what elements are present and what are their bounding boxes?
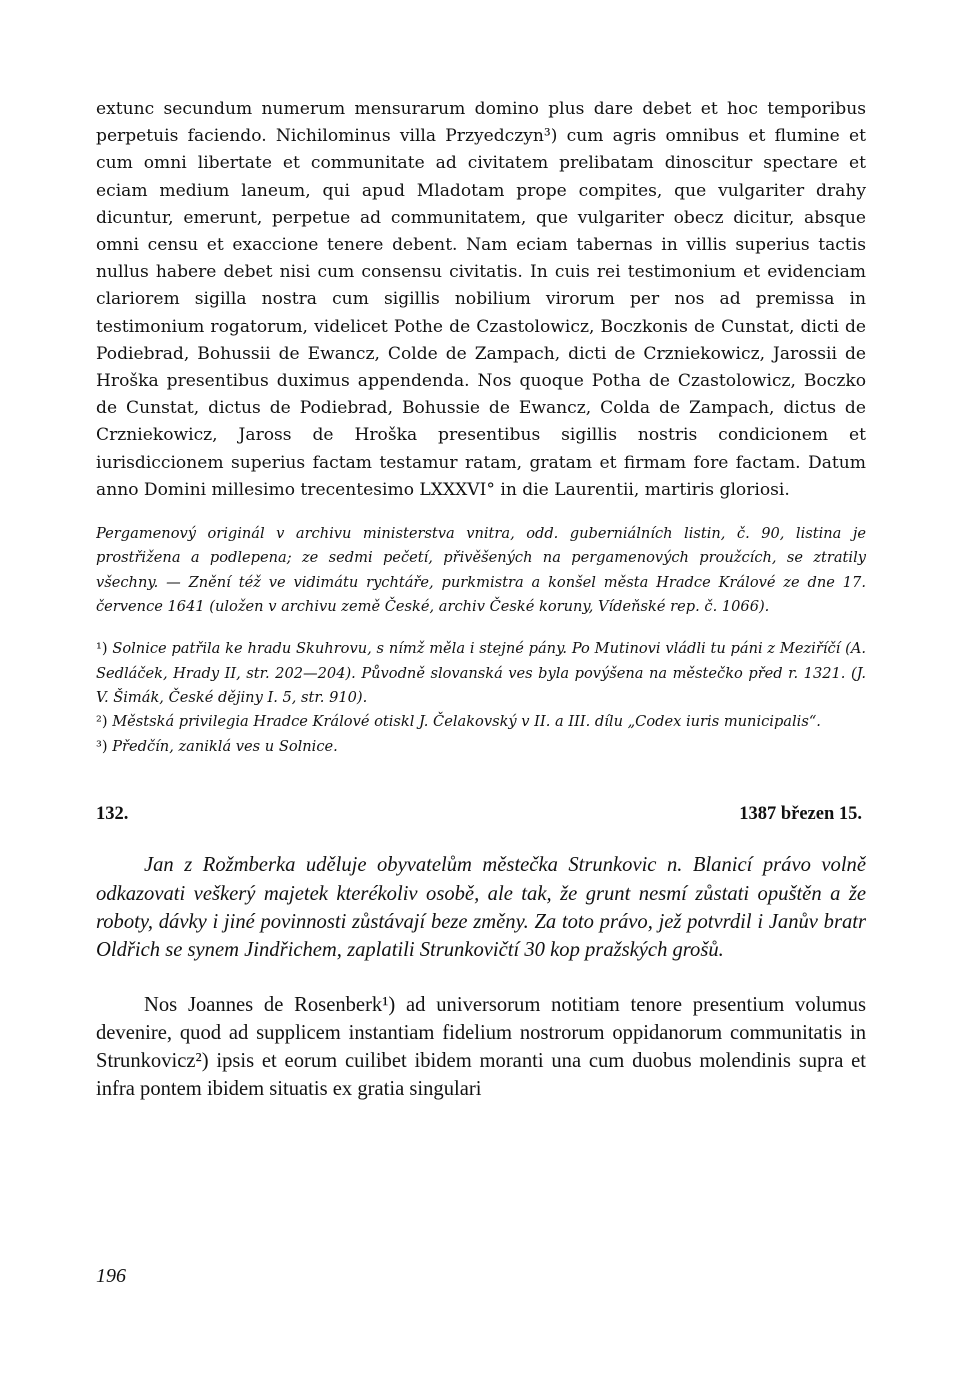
footnote-2-mark: ²) <box>96 713 108 731</box>
main-latin-text: extunc secundum numerum mensurarum domino plus dare debet et hoc temporibus perpetuis faciendo. Nichilominus villa Przyedczyn³) cum agris omnibus et flumine et cum omni libertate et communitate ad civitatem prelibatam dinoscitur spectare et eciam medium laneum, qui apud Mladotam prope compites, que vulgariter drahy dicuntur, emerunt, perpetue ad communitatem, que vulgariter obecz dicitur, absque omni censu et exaccione tenere debent. Nam eciam tabernas in villis superius tactis nullus habere debet nisi cum consensu civitatis. In cuis rei testimonium et evidenciam clariorem sigilla nostra cum sigillis nobilium virorum per nos ad premissa in testimonium rogatorum, videlicet Pothe de Czastolowicz, Boczkonis de Cunstat, dicti de Podiebrad, Bohussii de Ewancz, Colde de Zampach, dicti de Crzniekowicz, Jarossii de Hroška presentibus duximus appendenda. Nos quoque Potha de Czastolowicz, Boczko de Cunstat, dictus de Podiebrad, Bohussie de Ewancz, Colda de Zampach, dictus de Crzniekowicz, Jaross de Hroška presentibus sigillis nostris condicionem et iurisdiccionem superius factam testamur ratam, gratam et firmam fore factam. Datum anno Domini millesimo trecentesimo LXXXVI° in die Laurentii, martiris gloriosi. <box>96 99 866 500</box>
document-page <box>96 96 866 1296</box>
footnote-1 <box>96 637 866 710</box>
entry-body-text: Nos Joannes de Rosenberk¹) ad universorum notitiam tenore presentium volumus devenire, quod ad supplicem instantiam fidelium nostrorum oppidanorum communitatis in Strunkovicz²) ipsis et eorum cuilibet ibidem moranti una cum duobus molendinis supra et infra pontem ibidem situatis ex gratia singulari <box>96 993 866 1101</box>
footnote-1-mark: ¹) <box>96 640 108 658</box>
footnote-3 <box>96 735 866 759</box>
footnote-2-text: Městská privilegia Hradce Králové otiskl J. Čelakovský v II. a III. dílu „Codex iuris municipalis“. <box>112 713 821 731</box>
page-number: 196 <box>96 1265 126 1287</box>
entry-regest: Jan z Rožmberka uděluje obyvatelům městečka Strunkovic n. Blanicí právo volně odkazovati veškerý majetek kterékoliv osobě, ale tak, že grunt nesmí zůstati opuštěn a že roboty, dávky i jiné povinnosti zůstávají beze změny. Za toto právo, jež potvrdil i Janův bratr Oldřich se synem Jindřichem, zaplatili Strunkovičtí 30 kop pražských grošů. <box>96 854 866 962</box>
footnote-2 <box>96 710 866 734</box>
footnotes <box>96 637 866 759</box>
entry-heading <box>96 793 866 835</box>
footnote-3-text: Předčín, zaniklá ves u Solnice. <box>112 737 338 755</box>
footnote-3-mark: ³) <box>96 737 108 755</box>
entry-number: 132. <box>96 804 129 825</box>
footnote-1-text: Solnice patřila ke hradu Skuhrovu, s nímž měla i stejné pány. Po Mutinovi vládli tu páni z Meziříčí (A. Sedláček, Hrady II, str. 202—204). Původně slovanská ves byla povýšena na městečko před r. 1321. (J. V. Šimák, České dějiny I. 5, str. 910). <box>96 640 866 707</box>
entry-date: 1387 březen 15. <box>739 804 862 825</box>
source-note: Pergamenový originál v archivu ministerstva vnitra, odd. guberniálních listin, č. 90, listina je prostřižena a podlepena; ze sedmi pečetí, přivěšených na pergamenových proužcích, se ztratily všechny. — Znění též ve vidimátu rychtáře, purkmistra a konšel města Hradce Králové ze dne 17. července 1641 (uložen v archivu země České, archiv České koruny, Vídeňské rep. č. 1066). <box>96 525 866 615</box>
